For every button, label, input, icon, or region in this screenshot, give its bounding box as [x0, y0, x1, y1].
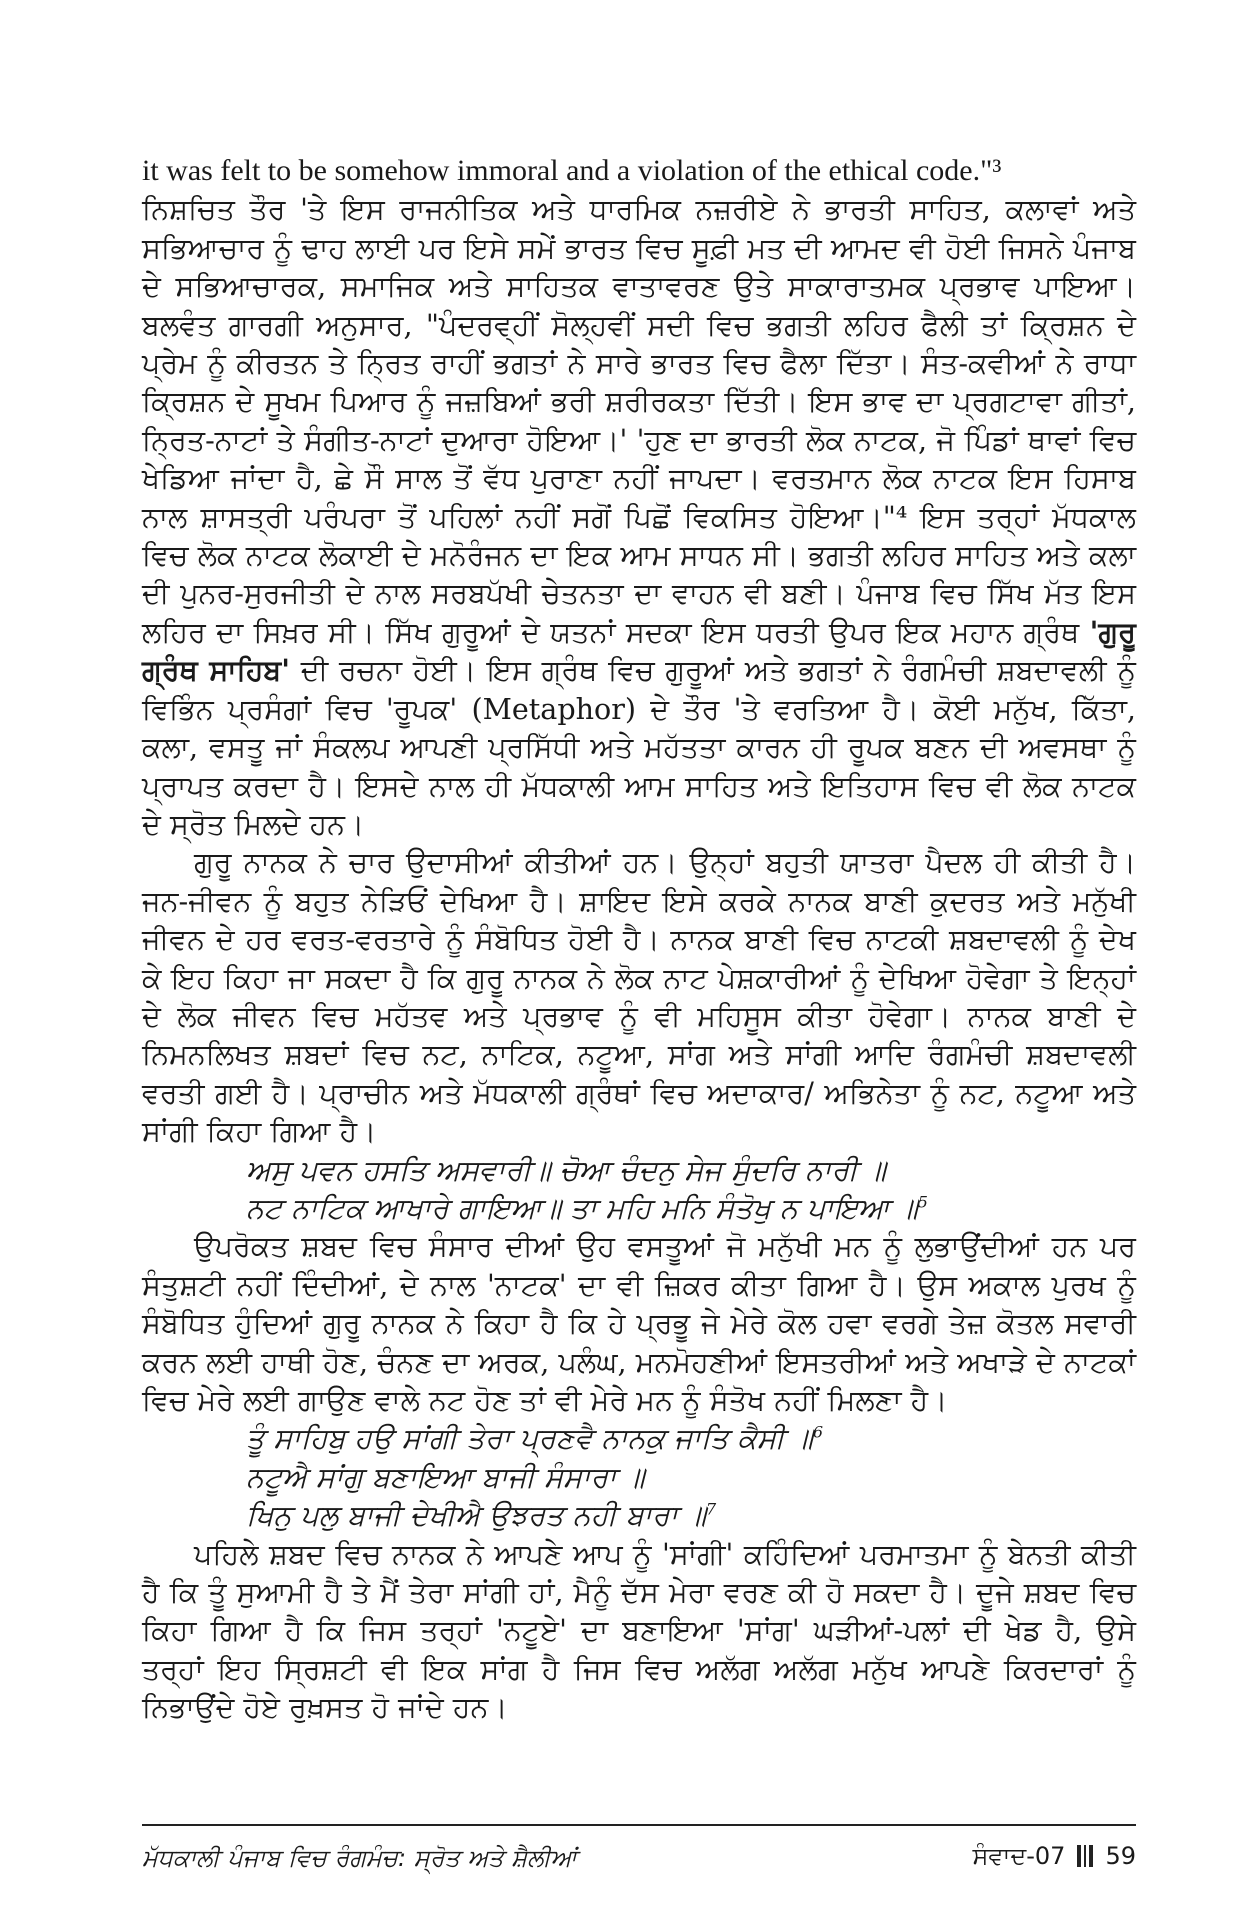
verse-line [142, 1189, 1136, 1227]
page-number: 59 [1105, 1842, 1136, 1870]
issue-label: ਸੰਵਾਦ-07 [972, 1842, 1066, 1870]
verse-line-text: ਖਿਨੁ ਪਲੁ ਬਾਜੀ ਦੇਖੀਐ ਉਝਰਤ ਨਹੀ ਬਾਰਾ ॥ [246, 1498, 706, 1533]
verse-line-text: ਤੂੰ ਸਾਹਿਬੁ ਹਉ ਸਾਂਗੀ ਤੇਰਾ ਪ੍ਰਣਵੈ ਨਾਨਕੁ ਜਾਤਿ ਕੈਸੀ ॥ [246, 1421, 813, 1456]
paragraph-2: ਗੁਰੂ ਨਾਨਕ ਨੇ ਚਾਰ ਉਦਾਸੀਆਂ ਕੀਤੀਆਂ ਹਨ। ਉਨ੍ਹਾਂ ਬਹੁਤੀ ਯਾਤਰਾ ਪੈਦਲ ਹੀ ਕੀਤੀ ਹੈ। ਜਨ-ਜੀਵਨ ਨੂੰ ਬਹੁਤ ਨੇੜਿਓਂ ਦੇਖਿਆ ਹੈ। ਸ਼ਾਇਦ ਇਸੇ ਕਰਕੇ ਨਾਨਕ ਬਾਣੀ ਕੁਦਰਤ ਅਤੇ ਮਨੁੱਖੀ ਜੀਵਨ ਦੇ ਹਰ ਵਰਤ-ਵਰਤਾਰੇ ਨੂੰ ਸੰਬੋਧਿਤ ਹੋਈ ਹੈ। ਨਾਨਕ ਬਾਣੀ ਵਿਚ ਨਾਟਕੀ ਸ਼ਬਦਾਵਲੀ ਨੂੰ ਦੇਖ ਕੇ ਇਹ ਕਿਹਾ ਜਾ ਸਕਦਾ ਹੈ ਕਿ ਗੁਰੂ ਨਾਨਕ ਨੇ ਲੋਕ ਨਾਟ ਪੇਸ਼ਕਾਰੀਆਂ ਨੂੰ ਦੇਖਿਆ ਹੋਵੇਗਾ ਤੇ ਇਨ੍ਹਾਂ ਦੇ ਲੋਕ ਜੀਵਨ ਵਿਚ ਮਹੱਤਵ ਅਤੇ ਪ੍ਰਭਾਵ ਨੂੰ ਵੀ ਮਹਿਸੂਸ ਕੀਤਾ ਹੋਵੇਗਾ। ਨਾਨਕ ਬਾਣੀ ਦੇ ਨਿਮਨਲਿਖਤ ਸ਼ਬਦਾਂ ਵਿਚ ਨਟ, ਨਾਟਿਕ, ਨਟੂਆ, ਸਾਂਗ ਅਤੇ ਸਾਂਗੀ ਆਦਿ ਰੰਗਮੰਚੀ ਸ਼ਬਦਾਵਲੀ ਵਰਤੀ ਗਈ ਹੈ। ਪ੍ਰਾਚੀਨ ਅਤੇ ਮੱਧਕਾਲੀ ਗ੍ਰੰਥਾਂ ਵਿਚ ਅਦਾਕਾਰ/ ਅਭਿਨੇਤਾ ਨੂੰ ਨਟ, ਨਟੂਆ ਅਤੇ ਸਾਂਗੀ ਕਿਹਾ ਗਿਆ ਹੈ। [142, 845, 1136, 1149]
paragraph-quote-end: it was felt to be somehow immoral and a violation of the ethical code."³ [142, 154, 1002, 187]
paragraph-1-text: ਨਿਸ਼ਚਿਤ ਤੌਰ 'ਤੇ ਇਸ ਰਾਜਨੀਤਿਕ ਅਤੇ ਧਾਰਮਿਕ ਨਜ਼ਰੀਏ ਨੇ ਭਾਰਤੀ ਸਾਹਿਤ, ਕਲਾਵਾਂ ਅਤੇ ਸਭਿਆਚਾਰ ਨੂੰ ਢਾਹ ਲਾਈ ਪਰ ਇਸੇ ਸਮੇਂ ਭਾਰਤ ਵਿਚ ਸੂਫ਼ੀ ਮਤ ਦੀ ਆਮਦ ਵੀ ਹੋਈ ਜਿਸਨੇ ਪੰਜਾਬ ਦੇ ਸਭਿਆਚਾਰਕ, ਸਮਾਜਿਕ ਅਤੇ ਸਾਹਿਤਕ ਵਾਤਾਵਰਣ ਉਤੇ ਸਾਕਾਰਾਤਮਕ ਪ੍ਰਭਾਵ ਪਾਇਆ। ਬਲਵੰਤ ਗਾਰਗੀ ਅਨੁਸਾਰ, "ਪੰਦਰਵ੍ਹੀਂ ਸੋਲ੍ਹਵੀਂ ਸਦੀ ਵਿਚ ਭਗਤੀ ਲਹਿਰ ਫੈਲੀ ਤਾਂ ਕ੍ਰਿਸ਼ਨ ਦੇ ਪ੍ਰੇਮ ਨੂੰ ਕੀਰਤਨ ਤੇ ਨ੍ਰਿਤ ਰਾਹੀਂ ਭਗਤਾਂ ਨੇ ਸਾਰੇ ਭਾਰਤ ਵਿਚ ਫੈਲਾ ਦਿੱਤਾ। ਸੰਤ-ਕਵੀਆਂ ਨੇ ਰਾਧਾ ਕ੍ਰਿਸ਼ਨ ਦੇ ਸੂਖਮ ਪਿਆਰ ਨੂੰ ਜਜ਼ਬਿਆਂ ਭਰੀ ਸ਼ਰੀਰਕਤਾ ਦਿੱਤੀ। ਇਸ ਭਾਵ ਦਾ ਪ੍ਰਗਟਾਵਾ ਗੀਤਾਂ, ਨ੍ਰਿਤ-ਨਾਟਾਂ ਤੇ ਸੰਗੀਤ-ਨਾਟਾਂ ਦੁਆਰਾ ਹੋਇਆ।' 'ਹੁਣ ਦਾ ਭਾਰਤੀ ਲੋਕ ਨਾਟਕ, ਜੋ ਪਿੰਡਾਂ ਥਾਵਾਂ ਵਿਚ ਖੇਡਿਆ ਜਾਂਦਾ ਹੈ, ਛੇ ਸੌ ਸਾਲ ਤੋਂ ਵੱਧ ਪੁਰਾਣਾ ਨਹੀਂ ਜਾਪਦਾ। ਵਰਤਮਾਨ ਲੋਕ ਨਾਟਕ ਇਸ ਹਿਸਾਬ ਨਾਲ ਸ਼ਾਸਤ੍ਰੀ ਪਰੰਪਰਾ ਤੋਂ ਪਹਿਲਾਂ ਨਹੀਂ ਸਗੋਂ ਪਿਛੋਂ ਵਿਕਸਿਤ ਹੋਇਆ।"⁴ ਇਸ ਤਰ੍ਹਾਂ ਮੱਧਕਾਲ ਵਿਚ ਲੋਕ ਨਾਟਕ ਲੋਕਾਈ ਦੇ ਮਨੋਰੰਜਨ ਦਾ ਇਕ ਆਮ ਸਾਧਨ ਸੀ। ਭਗਤੀ ਲਹਿਰ ਸਾਹਿਤ ਅਤੇ ਕਲਾ ਦੀ ਪੁਨਰ-ਸੁਰਜੀਤੀ ਦੇ ਨਾਲ ਸਰਬਪੱਖੀ ਚੇਤਨਤਾ ਦਾ ਵਾਹਨ ਵੀ ਬਣੀ। ਪੰਜਾਬ ਵਿਚ ਸਿੱਖ ਮੱਤ ਇਸ ਲਹਿਰ ਦਾ ਸਿਖ਼ਰ ਸੀ। ਸਿੱਖ ਗੁਰੂਆਂ ਦੇ ਯਤਨਾਂ ਸਦਕਾ ਇਸ ਧਰਤੀ ਉਪਰ ਇਕ ਮਹਾਨ ਗ੍ਰੰਥ [142, 192, 1136, 649]
verse-line-text: ਨਟ ਨਾਟਿਕ ਆਖਾਰੇ ਗਾਇਆ॥ ਤਾ ਮਹਿ ਮਨਿ ਸੰਤੋਖੁ ਨ ਪਾਇਆ ॥ [246, 1190, 918, 1225]
paragraph-1 [142, 190, 1136, 843]
footer-divider [142, 1824, 1136, 1826]
paragraph-1-text-continued: ਦੀ ਰਚਨਾ ਹੋਈ। ਇਸ ਗ੍ਰੰਥ ਵਿਚ ਗੁਰੂਆਂ ਅਤੇ ਭਗਤਾਂ ਨੇ ਰੰਗਮੰਚੀ ਸ਼ਬਦਾਵਲੀ ਨੂੰ ਵਿਭਿੰਨ ਪ੍ਰਸੰਗਾਂ ਵਿਚ 'ਰੂਪਕ' (Metaphor) ਦੇ ਤੌਰ 'ਤੇ ਵਰਤਿਆ ਹੈ। ਕੋਈ ਮਨੁੱਖ, ਕਿੱਤਾ, ਕਲਾ, ਵਸਤੂ ਜਾਂ ਸੰਕਲਪ ਆਪਣੀ ਪ੍ਰਸਿੱਧੀ ਅਤੇ ਮਹੱਤਤਾ ਕਾਰਨ ਹੀ ਰੂਪਕ ਬਣਨ ਦੀ ਅਵਸਥਾ ਨੂੰ ਪ੍ਰਾਪਤ ਕਰਦਾ ਹੈ। ਇਸਦੇ ਨਾਲ ਹੀ ਮੱਧਕਾਲੀ ਆਮ ਸਾਹਿਤ ਅਤੇ ਇਤਿਹਾਸ ਵਿਚ ਵੀ ਲੋਕ ਨਾਟਕ ਦੇ ਸ੍ਰੋਤ ਮਿਲਦੇ ਹਨ। [142, 653, 1136, 841]
paragraph-4: ਪਹਿਲੇ ਸ਼ਬਦ ਵਿਚ ਨਾਨਕ ਨੇ ਆਪਣੇ ਆਪ ਨੂੰ 'ਸਾਂਗੀ' ਕਹਿੰਦਿਆਂ ਪਰਮਾਤਮਾ ਨੂੰ ਬੇਨਤੀ ਕੀਤੀ ਹੈ ਕਿ ਤੂੰ ਸੁਆਮੀ ਹੈ ਤੇ ਮੈਂ ਤੇਰਾ ਸਾਂਗੀ ਹਾਂ, ਮੈਨੂੰ ਦੱਸ ਮੇਰਾ ਵਰਣ ਕੀ ਹੋ ਸਕਦਾ ਹੈ। ਦੂਜੇ ਸ਼ਬਦ ਵਿਚ ਕਿਹਾ ਗਿਆ ਹੈ ਕਿ ਜਿਸ ਤਰ੍ਹਾਂ 'ਨਟੂਏ' ਦਾ ਬਣਾਇਆ 'ਸਾਂਗ' ਘੜੀਆਂ-ਪਲਾਂ ਦੀ ਖੇਡ ਹੈ, ਉਸੇ ਤਰ੍ਹਾਂ ਇਹ ਸ੍ਰਿਸ਼ਟੀ ਵੀ ਇਕ ਸਾਂਗ ਹੈ ਜਿਸ ਵਿਚ ਅਲੱਗ ਅਲੱਗ ਮਨੁੱਖ ਆਪਣੇ ਕਿਰਦਾਰਾਂ ਨੂੰ ਨਿਭਾਉਂਦੇ ਹੋਏ ਰੁਖ਼ਸਤ ਹੋ ਜਾਂਦੇ ਹਨ। [142, 1536, 1136, 1725]
running-title: ਮੱਧਕਾਲੀ ਪੰਜਾਬ ਵਿਚ ਰੰਗਮੰਚ: ਸ੍ਰੋਤ ਅਤੇ ਸ਼ੈਲੀਆਂ [142, 1844, 577, 1872]
page-body [142, 152, 1136, 1727]
footnote-marker: 7 [706, 1499, 717, 1519]
verse-line: ਅਸੁ ਪਵਨ ਹਸਤਿ ਅਸਵਾਰੀ॥ ਚੋਆ ਚੰਦਨੁ ਸੇਜ ਸੁੰਦਰਿ ਨਾਰੀ ॥ [246, 1152, 886, 1187]
footnote-marker: 5 [917, 1192, 928, 1212]
verse-line [142, 1496, 1136, 1534]
verse-line: ਨਟੂਐ ਸਾਂਗੁ ਬਣਾਇਆ ਬਾਜੀ ਸੰਸਾਰਾ ॥ [246, 1459, 645, 1494]
verse-line [142, 1419, 1136, 1457]
page-footer-right [972, 1842, 1136, 1870]
footnote-marker: 6 [812, 1422, 824, 1442]
paragraph-1-emphasis: 'ਗੁਰੂ ਗ੍ਰੰਥ ਸਾਹਿਬ' [142, 614, 1136, 688]
paragraph-3: ਉਪਰੋਕਤ ਸ਼ਬਦ ਵਿਚ ਸੰਸਾਰ ਦੀਆਂ ਉਹ ਵਸਤੂਆਂ ਜੋ ਮਨੁੱਖੀ ਮਨ ਨੂੰ ਲੁਭਾਉਂਦੀਆਂ ਹਨ ਪਰ ਸੰਤੁਸ਼ਟੀ ਨਹੀਂ ਦਿੰਦੀਆਂ, ਦੇ ਨਾਲ 'ਨਾਟਕ' ਦਾ ਵੀ ਜ਼ਿਕਰ ਕੀਤਾ ਗਿਆ ਹੈ। ਉਸ ਅਕਾਲ ਪੁਰਖ ਨੂੰ ਸੰਬੋਧਿਤ ਹੁੰਦਿਆਂ ਗੁਰੂ ਨਾਨਕ ਨੇ ਕਿਹਾ ਹੈ ਕਿ ਹੇ ਪ੍ਰਭੂ ਜੇ ਮੇਰੇ ਕੋਲ ਹਵਾ ਵਰਗੇ ਤੇਜ਼ ਕੋਤਲ ਸਵਾਰੀ ਕਰਨ ਲਈ ਹਾਥੀ ਹੋਣ, ਚੰਨਣ ਦਾ ਅਰਕ, ਪਲੰਘ, ਮਨਮੋਹਣੀਆਂ ਇਸਤਰੀਆਂ ਅਤੇ ਅਖਾੜੇ ਦੇ ਨਾਟਕਾਂ ਵਿਚ ਮੇਰੇ ਲਈ ਗਾਉਣ ਵਾਲੇ ਨਟ ਹੋਣ ਤਾਂ ਵੀ ਮੇਰੇ ਮਨ ਨੂੰ ਸੰਤੋਖ ਨਹੀਂ ਮਿਲਣਾ ਹੈ। [142, 1229, 1136, 1417]
separator-bars-icon [1077, 1845, 1093, 1867]
